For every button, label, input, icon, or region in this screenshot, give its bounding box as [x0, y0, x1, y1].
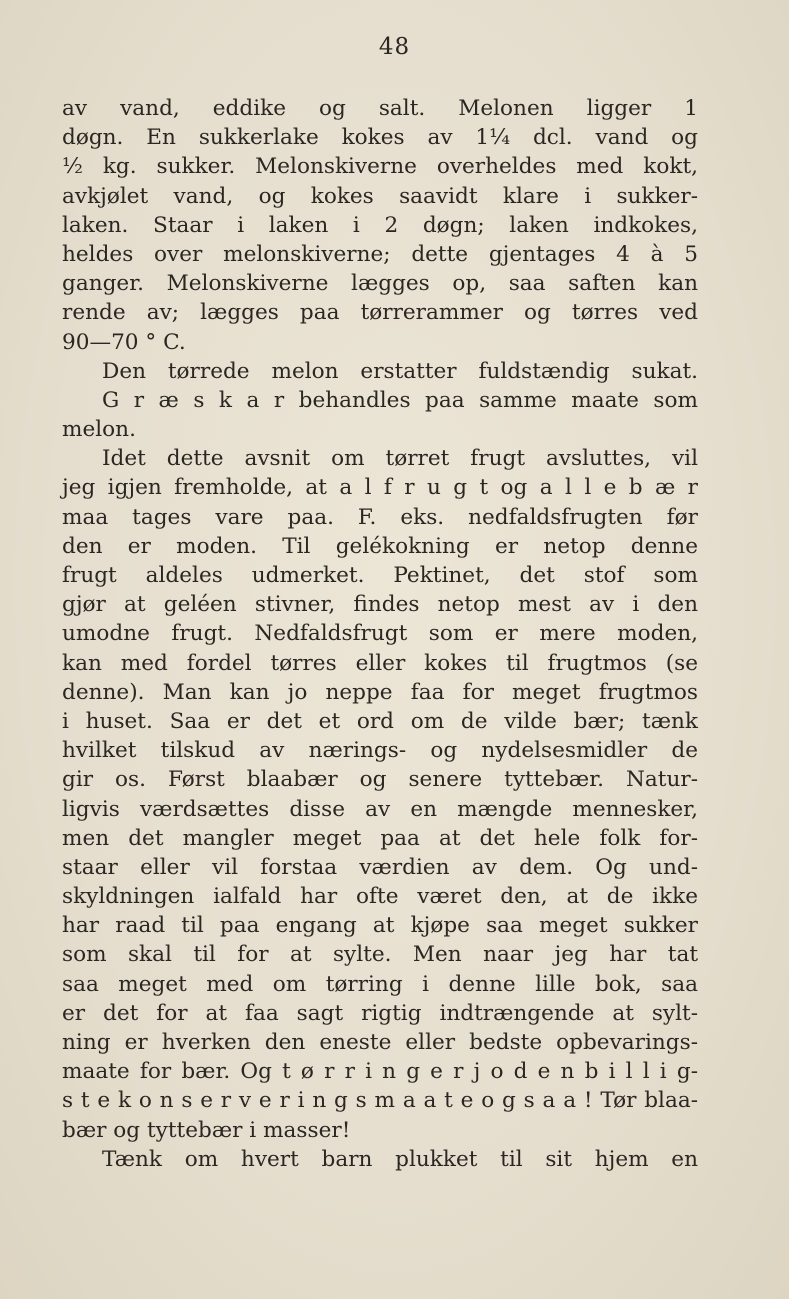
- text-line: Idet dette avsnit om tørret frugt avsluttes, vil: [102, 446, 698, 472]
- text-line: avkjølet vand, og kokes saavidt klare i sukker-: [62, 183, 698, 209]
- text-line: umodne frugt. Nedfaldsfrugt som er mere moden,: [62, 621, 698, 647]
- text-line: Den tørrede melon erstatter fuldstændig sukat.: [102, 358, 698, 384]
- text-line: staar eller vil forstaa værdien av dem. Og und-: [62, 854, 698, 880]
- text-line: heldes over melonskiverne; dette gjentages 4 à 5: [62, 241, 698, 267]
- text-line: ning er hverken den eneste eller bedste opbevarings-: [62, 1030, 698, 1055]
- text-line: melon.: [62, 417, 136, 443]
- page-number: 48: [378, 34, 411, 60]
- text-line: skyldningen ialfald har ofte været den, at de ikke: [62, 884, 698, 910]
- text-line: rende av; lægges paa tørrerammer og tørres ved: [62, 300, 698, 326]
- text-line: som skal til for at sylte. Men naar jeg har tat: [62, 942, 698, 968]
- body-text: [62, 94, 698, 1174]
- text-line: bær og tyttebær i masser!: [62, 1117, 351, 1143]
- text-line: maa tages vare paa. F. eks. nedfaldsfrugten før: [62, 504, 698, 530]
- text-line: i huset. Saa er det et ord om de vilde bær; tænk: [62, 708, 698, 734]
- text-line: ligvis værdsættes disse av en mængde mennesker,: [62, 796, 698, 822]
- text-line: hvilket tilskud av nærings- og nydelsesmidler de: [62, 738, 698, 764]
- text-line: døgn. En sukkerlake kokes av 1¼ dcl. vand og: [62, 125, 698, 151]
- text-line: frugt aldeles udmerket. Pektinet, det stof som: [62, 563, 698, 588]
- text-line: s t e k o n s e r v e r i n g s m a a t e o g s a a ! Tør blaa-: [62, 1088, 698, 1114]
- text-line: ganger. Melonskiverne lægges op, saa saften kan: [62, 271, 698, 297]
- text-line: har raad til paa engang at kjøpe saa meget sukker: [62, 913, 698, 939]
- text-line: men det mangler meget paa at det hele folk for-: [62, 825, 698, 851]
- text-line: av vand, eddike og salt. Melonen ligger 1: [62, 96, 698, 121]
- text-line: maate for bær. Og t ø r r i n g e r j o d e n b i l l i g-: [62, 1059, 698, 1085]
- text-line: gir os. Først blaabær og senere tyttebær. Natur-: [62, 767, 698, 793]
- text-line: Tænk om hvert barn plukket til sit hjem en: [102, 1146, 698, 1172]
- text-line: denne). Man kan jo neppe faa for meget frugtmos: [62, 679, 698, 705]
- text-line: laken. Staar i laken i 2 døgn; laken indkokes,: [62, 212, 698, 238]
- text-line: er det for at faa sagt rigtig indtrængende at sylt-: [62, 1000, 698, 1026]
- text-line: kan med fordel tørres eller kokes til frugtmos (se: [62, 650, 698, 676]
- text-line: jeg igjen fremholde, at a l f r u g t og a l l e b æ r: [62, 475, 698, 501]
- text-line: saa meget med om tørring i denne lille bok, saa: [62, 971, 698, 997]
- text-line: ½ kg. sukker. Melonskiverne overheldes med kokt,: [62, 154, 698, 180]
- text-line: 90—70 ° C.: [62, 329, 186, 355]
- text-line: den er moden. Til gelékokning er netop denne: [62, 533, 698, 559]
- text-line: G r æ s k a r behandles paa samme maate som: [102, 387, 698, 413]
- text-line: gjør at geléen stivner, findes netop mest av i den: [62, 592, 698, 618]
